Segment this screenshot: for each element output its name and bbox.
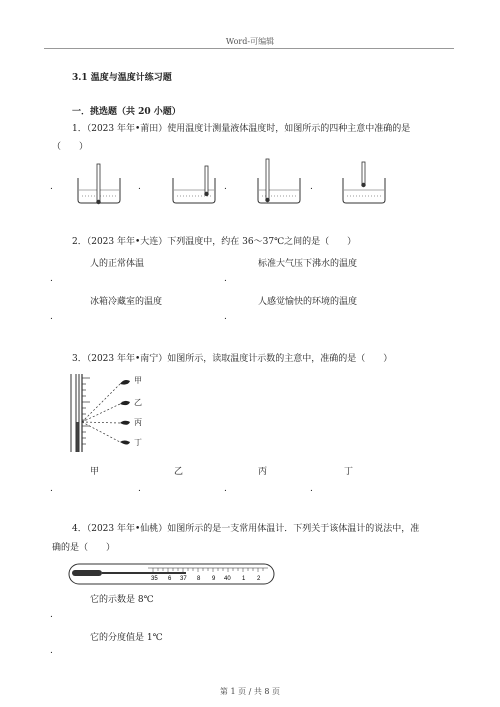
q1-stem-line2: （ ）	[52, 142, 89, 152]
q1-option-b-marker[interactable]: .	[138, 182, 141, 192]
q2-stem: 2．（2023 年年•大连）下列温度中，约在 36～37℃之间的是（ ）	[72, 237, 357, 247]
q3-option-b[interactable]: 乙	[174, 467, 184, 477]
q2-option-b-marker: .	[224, 274, 227, 284]
page-header: Word-可编辑	[225, 37, 275, 46]
q4-stem-line1: 4．（2023 年年•仙桃）如图所示的是一支常用体温计．下列关于该体温计的说法中，准	[72, 524, 420, 534]
q3-option-b-marker: .	[138, 484, 141, 494]
q3-option-d[interactable]: 丁	[344, 467, 354, 477]
q3-option-c-marker: .	[224, 484, 227, 494]
q3-thermometer-figure	[68, 372, 148, 454]
scale-label-1: 1	[242, 576, 246, 582]
q2-option-d-marker: .	[224, 312, 227, 322]
q4-option-b[interactable]: 它的分度值是 1℃	[90, 633, 163, 643]
q1-option-a-marker[interactable]: .	[50, 182, 53, 192]
q1-stem-line1: 1．（2023 年年•莆田）使用温度计测量液体温度时，如图所示的四种主意中准确的是	[72, 124, 411, 134]
scale-label-8: 8	[197, 576, 201, 582]
q3-option-d-marker: .	[310, 484, 313, 494]
q4-option-b-marker: .	[50, 646, 53, 656]
q1-figure-a	[70, 160, 130, 205]
q4-stem-line2: 确的是（ ）	[52, 543, 116, 553]
q1-figure-c	[250, 155, 310, 205]
q1-figure-d	[335, 158, 395, 206]
q3-figure-label-yi: 乙	[134, 398, 142, 407]
q2-option-c[interactable]: 冰箱冷藏室的温度	[90, 297, 163, 307]
q1-option-c-marker[interactable]: .	[224, 182, 227, 192]
q2-option-a-marker: .	[50, 274, 53, 284]
header-rule	[44, 48, 454, 49]
q1-option-d-marker[interactable]: .	[310, 182, 313, 192]
q3-figure-label-bing: 丙	[134, 418, 142, 427]
scale-label-35: 35	[151, 576, 158, 582]
q2-option-c-marker: .	[50, 312, 53, 322]
q3-figure-label-jia: 甲	[134, 376, 142, 385]
document-title: 3.1 温度与温度计练习题	[72, 73, 172, 83]
scale-label-2: 2	[257, 576, 261, 582]
q2-option-b[interactable]: 标准大气压下沸水的温度	[258, 259, 358, 269]
q4-option-a[interactable]: 它的示数是 8℃	[90, 595, 154, 605]
q3-option-a-marker: .	[50, 484, 53, 494]
scale-label-40: 40	[224, 576, 231, 582]
scale-label-37: 37	[180, 576, 187, 582]
q2-option-d[interactable]: 人感觉愉快的环境的温度	[258, 297, 358, 307]
scale-label-6: 6	[168, 576, 172, 582]
scale-label-9: 9	[212, 576, 216, 582]
q4-clinical-thermometer	[68, 560, 278, 588]
q2-option-a[interactable]: 人的正常体温	[90, 259, 145, 269]
q3-figure-label-ding: 丁	[134, 438, 142, 447]
q1-figure-b	[165, 160, 225, 205]
q4-option-a-marker: .	[50, 610, 53, 620]
section-heading: 一．挑选题（共 20 小题）	[72, 107, 181, 117]
q3-stem: 3．（2023 年年•南宁）如图所示，读取温度计示数的主意中，准确的是（ ）	[72, 354, 393, 364]
q3-option-c[interactable]: 丙	[258, 467, 268, 477]
q3-option-a[interactable]: 甲	[90, 467, 100, 477]
page-footer: 第 1 页 / 共 8 页	[219, 687, 281, 696]
